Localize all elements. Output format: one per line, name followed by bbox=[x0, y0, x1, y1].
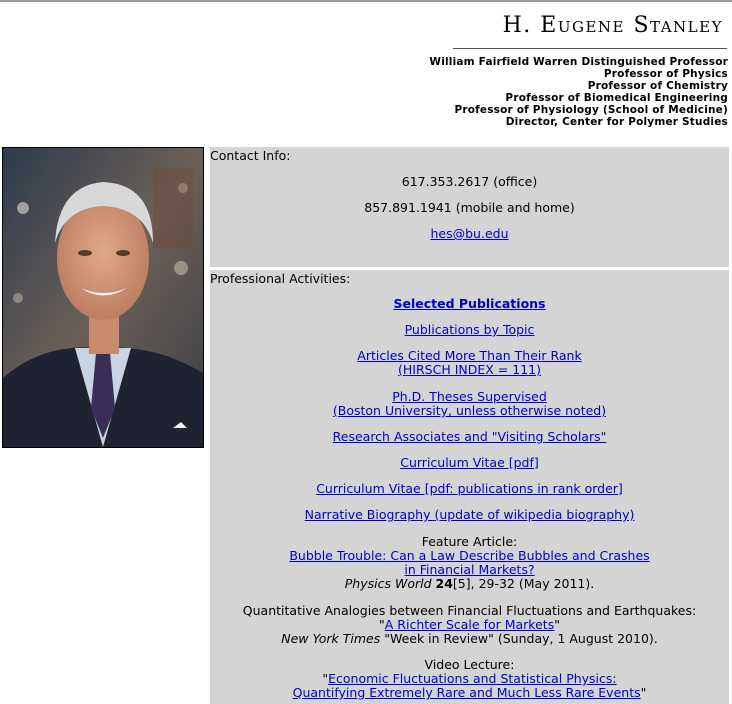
title-line: Professor of Chemistry bbox=[587, 80, 728, 92]
portrait-photo bbox=[2, 147, 204, 448]
analogies-link-line: "A Richter Scale for Markets" bbox=[379, 617, 560, 632]
articles-cited-line2: (HIRSCH INDEX = 111) bbox=[398, 362, 541, 377]
activities-panel bbox=[210, 270, 729, 704]
narrative-biography-link[interactable]: Narrative Biography (update of wikipedia biography) bbox=[304, 507, 635, 522]
contact-heading: Contact Info: bbox=[210, 148, 291, 163]
selected-publications-link[interactable]: Selected Publications bbox=[393, 296, 546, 311]
phd-theses-line2: (Boston University, unless otherwise noted) bbox=[332, 403, 607, 418]
feature-journal: Physics World bbox=[344, 576, 432, 591]
title-line: Professor of Physiology (School of Medicine) bbox=[454, 104, 728, 116]
phone-mobile: 857.891.1941 (mobile and home) bbox=[364, 200, 575, 215]
video-lecture-line1: Economic Fluctuations and Statistical Physics: bbox=[328, 671, 617, 686]
phone-office: 617.353.2617 (office) bbox=[401, 174, 538, 189]
title-line: Professor of Biomedical Engineering bbox=[505, 92, 728, 104]
page-title: H. Eugene Stanley bbox=[502, 13, 723, 38]
title-line: Director, Center for Polymer Studies bbox=[505, 116, 728, 128]
title-divider bbox=[453, 48, 727, 49]
video-lecture-link[interactable] bbox=[293, 671, 641, 700]
feature-article-label: Feature Article: bbox=[421, 534, 518, 549]
analogies-details: "Week in Review" (Sunday, 1 August 2010). bbox=[384, 631, 658, 646]
articles-cited-link[interactable] bbox=[357, 348, 581, 377]
phd-theses-link[interactable] bbox=[333, 389, 606, 418]
analogies-label: Quantitative Analogies between Financial Fluctuations and Earthquakes: bbox=[242, 603, 697, 618]
richter-scale-link[interactable]: A Richter Scale for Markets bbox=[384, 617, 555, 632]
publications-by-topic-link[interactable]: Publications by Topic bbox=[404, 322, 535, 337]
articles-cited-line1: Articles Cited More Than Their Rank bbox=[357, 348, 582, 363]
feature-details: [5], 29-32 (May 2011). bbox=[452, 576, 595, 591]
feature-article-line2: in Financial Markets? bbox=[404, 562, 535, 577]
video-lecture-line2: Quantifying Extremely Rare and Much Less Rare Events bbox=[292, 685, 641, 700]
research-associates-link[interactable]: Research Associates and "Visiting Scholars" bbox=[332, 429, 607, 444]
phd-theses-line1: Ph.D. Theses Supervised bbox=[392, 389, 547, 404]
feature-article-citation bbox=[210, 577, 729, 591]
feature-article-link[interactable] bbox=[289, 548, 649, 577]
video-lecture-label: Video Lecture: bbox=[424, 657, 515, 672]
portrait-illustration bbox=[3, 148, 203, 447]
analogies-citation bbox=[210, 632, 729, 646]
email-link[interactable]: hes@bu.edu bbox=[430, 226, 509, 241]
title-line: Professor of Physics bbox=[603, 68, 728, 80]
title-line: William Fairfield Warren Distinguished Professor bbox=[429, 56, 728, 68]
feature-volume: 24 bbox=[435, 576, 453, 591]
cv-pdf-link[interactable]: Curriculum Vitae [pdf] bbox=[400, 455, 539, 470]
feature-article-line1: Bubble Trouble: Can a Law Describe Bubbles and Crashes bbox=[289, 548, 650, 563]
activities-heading: Professional Activities: bbox=[210, 271, 351, 286]
analogies-source: New York Times bbox=[281, 631, 381, 646]
contact-panel bbox=[210, 147, 729, 267]
cv-rank-order-link[interactable]: Curriculum Vitae [pdf: publications in rank order] bbox=[316, 481, 623, 496]
titles-list bbox=[429, 56, 728, 128]
video-lecture-link-line: "Economic Fluctuations and Statistical Physics: Quantifying Extremely Rare and Much Less Rare Events" bbox=[292, 671, 647, 700]
